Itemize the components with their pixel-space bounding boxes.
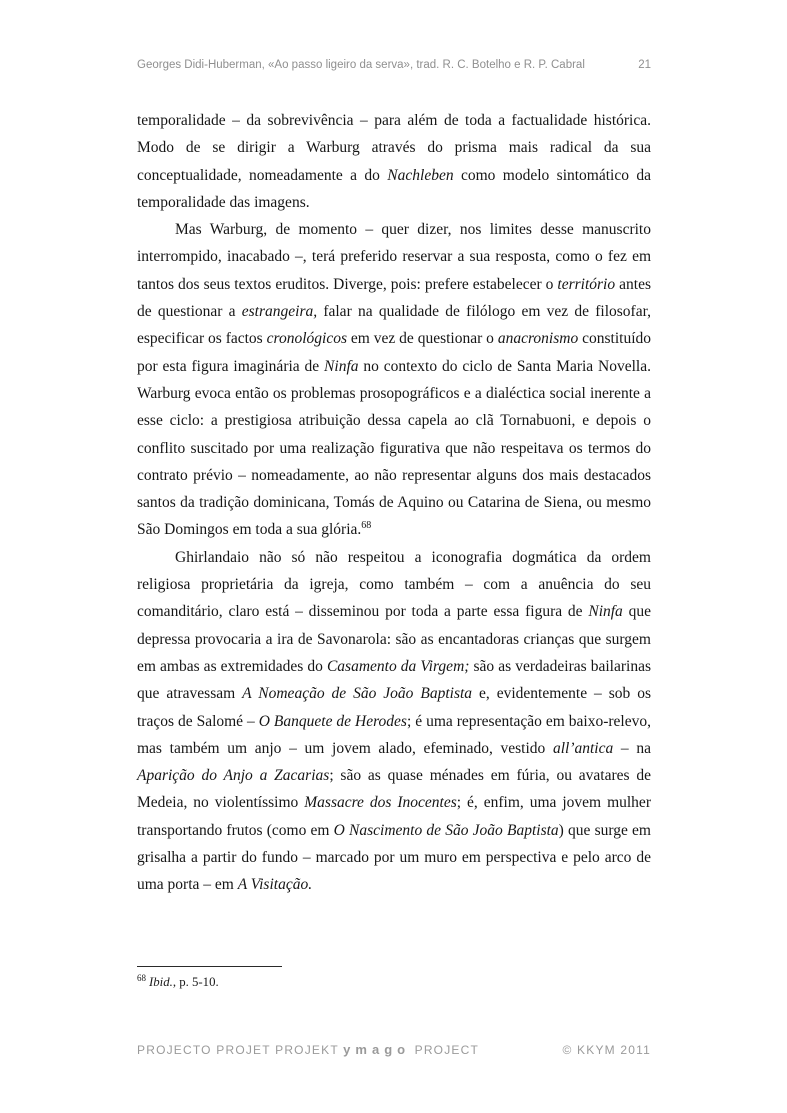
text-run: em vez de questionar o: [347, 330, 498, 348]
footnote: [137, 974, 651, 991]
italic-text: estrangeira,: [241, 303, 318, 321]
italic-text: A Nomeação de São João Baptista: [242, 685, 473, 703]
text-run: – na: [613, 739, 651, 757]
italic-text: Casamento da Virgem;: [326, 657, 470, 675]
text-run: Ghirlandaio não só não respeitou a iconografia dogmática da ordem religiosa proprietária da igreja, como também – com a anuência do seu comanditário, claro está – disseminou por toda a parte essa figura de: [137, 548, 651, 621]
italic-text: Ninfa: [588, 603, 623, 621]
text-run: que depressa provocaria a ira de Savonarola: são as encantadoras crianças que surgem em ambas as extremidades do: [137, 603, 651, 675]
italic-text: O Nascimento de São João Baptista: [333, 821, 559, 839]
footnote-block: [137, 966, 651, 991]
footer-project-text: [137, 1042, 479, 1057]
footer-copyright: © KKYM 2011: [562, 1043, 651, 1057]
italic-text: Massacre dos Inocentes: [304, 794, 457, 812]
text-run: constituído por esta figura imaginária de: [137, 330, 651, 375]
italic-text: all’antica: [552, 739, 614, 757]
text-run: temporalidade – da sobrevivência – para além de toda a factualidade histórica. Modo de se dirigir a Warburg através do prisma mais radical da sua conceptualidade, nomeadamente a do: [137, 112, 651, 184]
ymago-logo: ymago: [343, 1042, 411, 1057]
text-run: ; é, enfim, uma jovem mulher transportando frutos (como em: [137, 794, 651, 839]
italic-text: Ibid.: [149, 975, 173, 989]
italic-text: Ninfa: [324, 357, 359, 375]
italic-text: cronológicos: [266, 330, 347, 348]
footnote-number: 68: [137, 972, 146, 983]
footnote-separator: [137, 966, 282, 967]
text-run: e, evidentemente – sob os traços de Salomé –: [137, 685, 651, 730]
italic-text: A Visitação.: [237, 876, 313, 894]
paragraph: [137, 544, 651, 899]
footnote-reference: 68: [361, 520, 372, 532]
running-header: [137, 59, 651, 71]
text-run: Mas Warburg, de momento – quer dizer, nos limites desse manuscrito interrompido, inacabado –, terá preferido reservar a sua resposta, como o fez em tantos dos seus textos eruditos. Diverge, pois: prefere estabelecer o: [137, 221, 651, 293]
text-run: ) que surge em grisalha a partir do fundo – marcado por um muro em perspectiva e pelo arco de uma porta – em: [137, 821, 651, 894]
text-run: ; é uma representação em baixo-relevo, mas também um anjo – um jovem alado, efeminado, vestido: [137, 712, 651, 757]
footnote-content: [149, 975, 219, 989]
italic-text: Nachleben: [387, 166, 454, 184]
header-title: Georges Didi-Huberman, «Ao passo ligeiro da serva», trad. R. C. Botelho e R. P. Cabral: [137, 59, 585, 71]
text-run: PROJECT: [410, 1043, 480, 1057]
text-run: falar na qualidade de filólogo em vez de filosofar, especificar os factos: [137, 303, 651, 348]
page-footer: [137, 1042, 651, 1057]
text-run: como modelo sintomático da temporalidade das imagens.: [137, 166, 651, 211]
text-run: são as verdadeiras bailarinas que atravessam: [137, 657, 651, 703]
italic-text: Aparição do Anjo a Zacarias: [137, 767, 330, 785]
text-run: no contexto do ciclo de Santa Maria Novella. Warburg evoca então os problemas prosopográficos e a dialéctica social inerente a esse ciclo: a prestigiosa atribuição dessa capela ao clã Tornabuoni, e depois o conflito suscitado por uma realização figurativa que não respeitava os termos do contrato prévio – nomeadamente, ao não representar alguns dos mais destacados santos da tradição dominicana, Tomás de Aquino ou Catarina de Siena, ou mesmo São Domingos em toda a sua glória.: [137, 357, 651, 539]
page-number: 21: [638, 59, 651, 71]
italic-text: anacronismo: [497, 330, 579, 348]
italic-text: território: [557, 275, 616, 293]
body-text: [137, 107, 651, 899]
text-run: PROJECTO PROJET PROJEKT: [137, 1043, 344, 1057]
text-run: antes de questionar a: [137, 275, 651, 321]
text-run: , p. 5-10.: [172, 975, 219, 989]
paragraph: [137, 216, 651, 544]
paragraph: [137, 107, 651, 216]
italic-text: O Banquete de Herodes: [258, 712, 407, 730]
text-run: ; são as quase ménades em fúria, ou avatares de Medeia, no violentíssimo: [137, 767, 651, 812]
